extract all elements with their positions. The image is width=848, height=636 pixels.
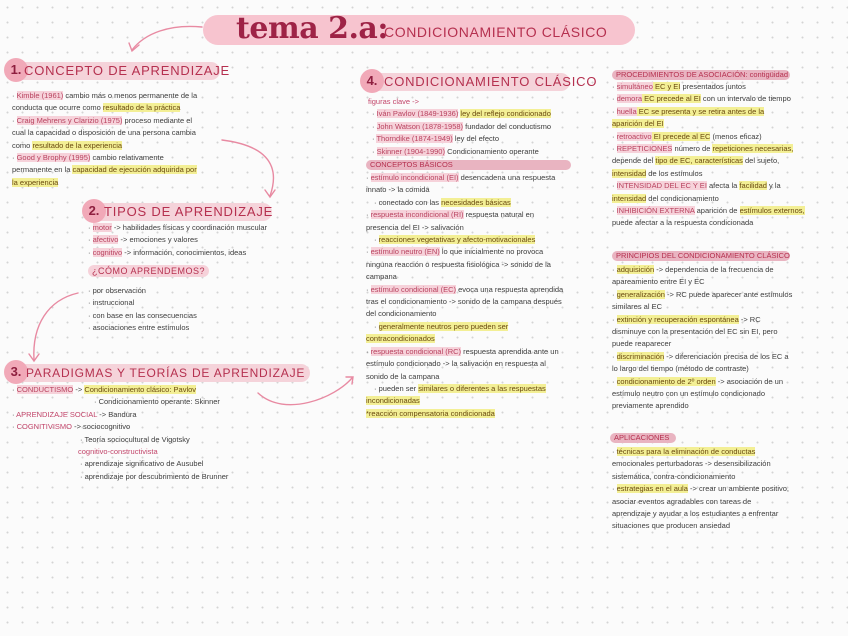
principles-heading: PRINCIPIOS DEL CONDICIONAMIENTO CLÁSICO [616, 251, 790, 260]
section-3-body: · CONDUCTISMO -> Condicionamiento clásico: Pavlov · Condicionamiento operante: Skinner · APRENDIZAJE SOCIAL -> Bandura · COGNITIVISMO -> sociocognitivo · Teoría sociocultural de Vigotsky cognitivo-constructivista · aprendizaje significativo de Ausubel · aprendizaje por descubrimiento de Brunner [12, 385, 229, 481]
page-subtitle: CONDICIONAMIENTO CLÁSICO [384, 24, 608, 40]
how-we-learn-heading: ¿CÓMO APRENDEMOS? [88, 265, 209, 277]
section-3-title: PARADIGMAS Y TEORÍAS DE APRENDIZAJE [26, 366, 306, 380]
section-2-title: TIPOS DE APRENDIZAJE [104, 204, 274, 219]
section-4-number: 4. [360, 69, 384, 93]
section-4-title: CONDICIONAMIENTO CLÁSICO [384, 74, 598, 89]
applications-heading: APLICACIONES [614, 433, 670, 442]
association-procedures-heading: PROCEDIMIENTOS DE ASOCIACIÓN: contigüidad [616, 70, 788, 79]
basic-concepts-body: · estímulo incondicional (EI) desencadena una respuesta innato -> la comida · conectado con las necesidades básicas · respuesta incondicional (RI) respuesta natural en presencia del EI -> salivación · reacciones vegetativas y afecto-motivacionales · estímulo neutro (EN) lo que inicialmente no provoca ninguna reacción o respuesta fisiológica -> sonido de la campana · estímulo condicional (EC) evoca una respuesta aprendida tras el condicionamiento -> sonido de la campana después del condicionamiento · generalmente neutros pero pueden ser contracondicionados · respuesta condicional (RC) respuesta aprendida ante un estímulo condicionado -> la salivación en respuesta al sonido de la campana · pueden ser similares o diferentes a las respuestas incondicionadas *reacción compensatoria condicionada [366, 173, 564, 418]
section-1-body: · Kimble (1961) cambio más o menos permanente de la conducta que ocurre como resultado de la práctica · Craig Mehrens y Clarizio (1975) proceso mediante el cual la capacidad o disposición de una persona cambia como resultado de la experiencia · Good y Brophy (1995) cambio relativamente permanente en la capacidad de ejecución adquirida por la experiencia [12, 91, 198, 187]
section-2-types: · motor -> habilidades físicas y coordinación muscular · afectivo -> emociones y valores · cognitivo -> información, conocimientos, ideas [88, 223, 268, 257]
section-1-title: CONCEPTO DE APRENDIZAJE [24, 63, 230, 78]
arrow-title-to-s1 [132, 26, 202, 50]
page-title: tema 2.a: [236, 11, 388, 46]
how-we-learn-list: · por observación · instruccional · con base en las consecuencias · asociaciones entre estímulos [88, 286, 197, 333]
arrow-s1-to-s2 [222, 140, 273, 196]
section-2-number: 2. [82, 199, 106, 223]
applications-body: · técnicas para la eliminación de conductas emocionales perturbadoras -> desensibilización sistemática, contra-condicionamiento · estrategias en el aula -> crear un ambiente positivo, asociar eventos agradables con tareas de aprendizaje y ayudar a los estudiantes a enfrentar situaciones que producen ansiedad [612, 447, 789, 531]
section-3-number: 3. [4, 360, 28, 384]
arrow-s2-to-s3 [34, 293, 78, 360]
association-procedures-body: · simultáneo EC y EI presentados juntos · demora EC precede al EI con un intervalo de tiempo · huella EC se presenta y se retira antes de la aparición del EI · retroactivo EI precede al EC (menos eficaz) · REPETICIONES número de repeticiones necesarias, depende del tipo de EC, características del sujeto, intensidad de los estímulos · INTENSIDAD DEL EC Y EI afecta la facilidad y la intensidad del condicionamiento · INHIBICIÓN EXTERNA aparición de estímulos externos, puede afectar a la respuesta condicionada [612, 82, 805, 228]
section-1-number: 1. [4, 58, 28, 82]
arrow-head-2 [265, 190, 275, 197]
key-figures: figuras clave -> · Iván Pavlov (1849-1936) ley del reflejo condicionado · John Watson (1878-1958) fundador del conductismo · Thorndike (1874-1949) ley del efecto · Skinner (1904-1990) Condicionamiento operante [368, 97, 552, 156]
basic-concepts-heading: CONCEPTOS BÁSICOS [370, 160, 453, 169]
principles-body: · adquisición -> dependencia de la frecuencia de apareamiento entre EI y EC · generalización -> RC puede aparecer ante estímulos similares al EC · extinción y recuperación espontánea -> RC disminuye con la presentación del EC sin EI, pero puede reaparecer · discriminación -> diferenciación precisa de los EC a lo largo del tiempo (método de contraste) · condicionamiento de 2º orden -> asociación de un estímulo neutro con un estímulo condicionado previamente aprendido [612, 265, 793, 411]
